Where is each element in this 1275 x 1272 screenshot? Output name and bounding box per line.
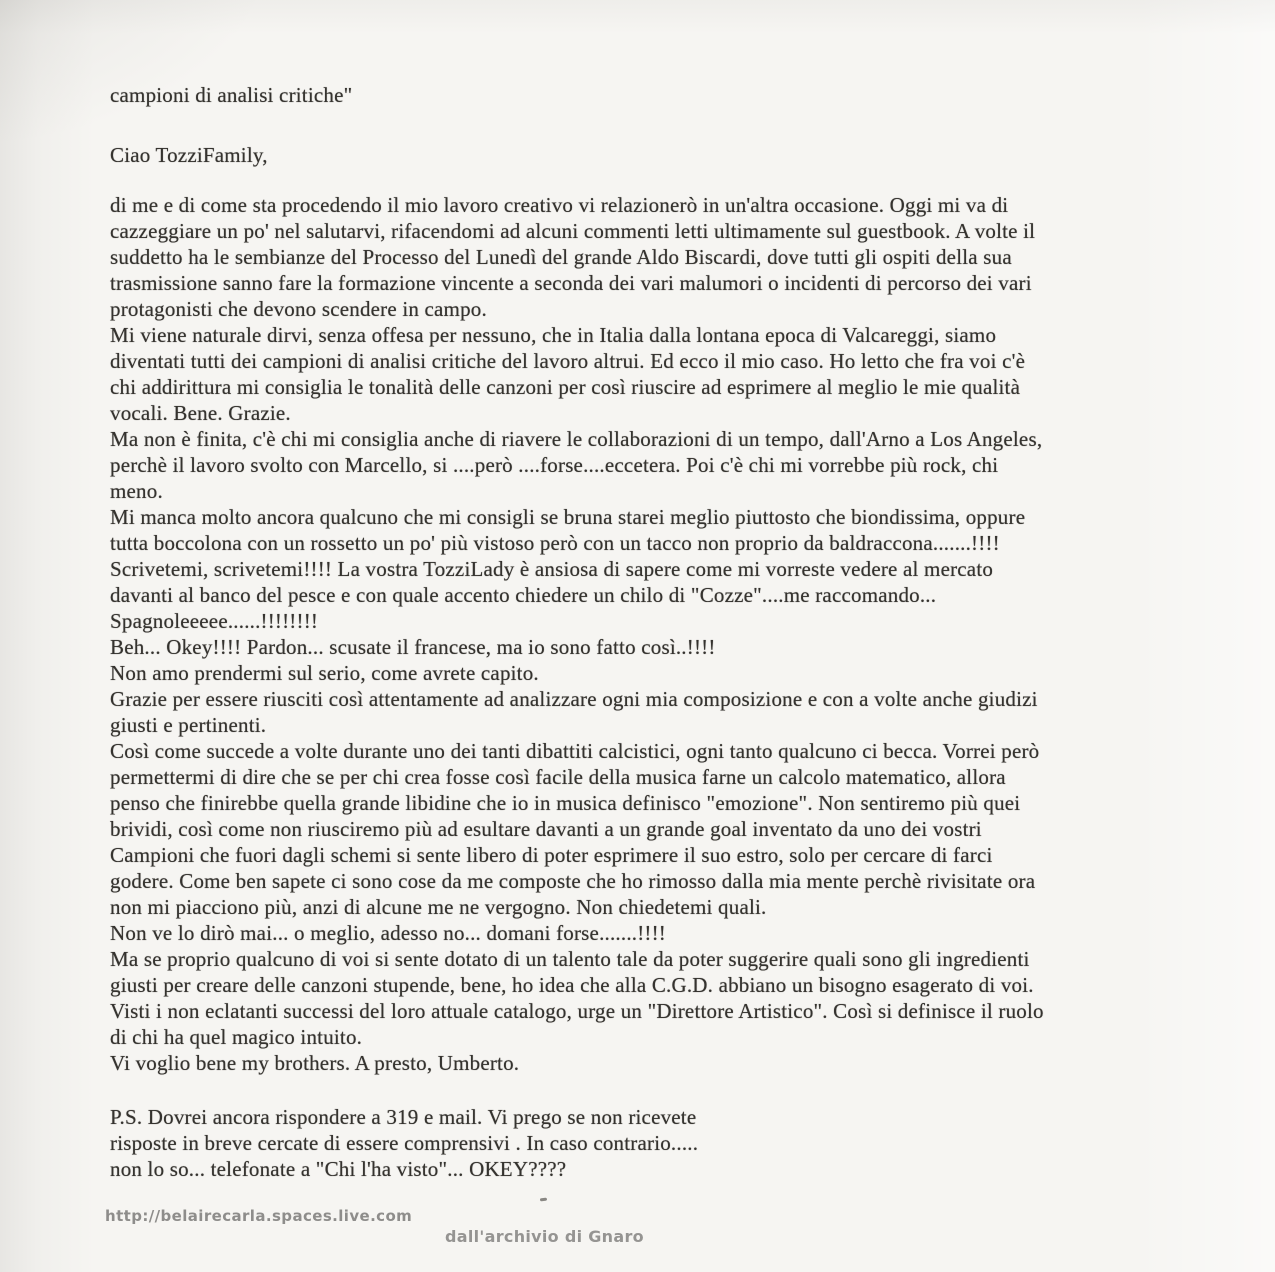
text-line: permettermi di dire che se per chi crea fosse così facile della musica farne un calcolo matematico, allora	[110, 765, 1006, 789]
scan-ink-speck	[540, 1198, 547, 1202]
text-line: davanti al banco del pesce e con quale accento chiedere un chilo di "Cozze"....me raccomando...	[110, 583, 937, 607]
text-line: risposte in breve cercate di essere comprensivi . In caso contrario.....	[110, 1131, 699, 1155]
text-line: di chi ha quel magico intuito.	[110, 1025, 363, 1049]
postscript-paragraph	[110, 1104, 698, 1182]
text-line: Non ve lo dirò mai... o meglio, adesso no... domani forse.......!!!!	[110, 921, 666, 945]
text-line: Scrivetemi, scrivetemi!!!! La vostra TozziLady è ansiosa di sapere come mi vorreste vedere al mercato	[110, 557, 994, 581]
text-line: perchè il lavoro svolto con Marcello, si ....però ....forse....eccetera. Poi c'è chi mi vorrebbe più rock, chi	[110, 453, 999, 477]
text-line: vocali. Bene. Grazie.	[110, 401, 291, 425]
text-line: Ma se proprio qualcuno di voi si sente dotato di un talento tale da poter suggerire quali sono gli ingredienti	[110, 947, 1030, 971]
text-line: Non amo prendermi sul serio, come avrete capito.	[110, 661, 539, 685]
text-line: brividi, così come non riusciremo più ad esultare davanti a un grande goal inventato da uno dei vostri	[110, 817, 982, 841]
text-line: non mi piacciono più, anzi di alcune me ne vergogno. Non chiedetemi quali.	[110, 895, 767, 919]
text-line: campioni di analisi critiche"	[110, 83, 353, 107]
text-line: trasmissione sanno fare la formazione vincente a seconda dei vari malumori o incidenti di percorso dei vari	[110, 271, 1032, 295]
text-line: cazzeggiare un po' nel salutarvi, rifacendomi ad alcuni commenti letti ultimamente sul guestbook. A volte il	[110, 219, 1036, 243]
footer-url-text: http://belairecarla.spaces.live.com	[105, 1207, 413, 1225]
text-line: Ma non è finita, c'è chi mi consiglia anche di riavere le collaborazioni di un tempo, dall'Arno a Los Angeles,	[110, 427, 1043, 451]
letter-body-paragraph	[110, 192, 1044, 1076]
greeting-paragraph	[110, 142, 268, 168]
text-line: protagonisti che devono scendere in campo.	[110, 297, 487, 321]
text-line: tutta boccolona con un rossetto un po' più vistoso però con un tacco non proprio da baldraccona.......!!!!	[110, 531, 1000, 555]
footer-archive-credit: dall'archivio di Gnaro	[445, 1227, 644, 1246]
text-line: di me e di come sta procedendo il mio lavoro creativo vi relazionerò in un'altra occasione. Oggi mi va di	[110, 193, 1009, 217]
text-line: Mi viene naturale dirvi, senza offesa per nessuno, che in Italia dalla lontana epoca di Valcareggi, siamo	[110, 323, 997, 347]
opening-fragment-paragraph	[110, 82, 352, 108]
text-line: Così come succede a volte durante uno dei tanti dibattiti calcistici, ogni tanto qualcuno ci becca. Vorrei però	[110, 739, 1040, 763]
text-line: non lo so... telefonate a "Chi l'ha visto"... OKEY????	[110, 1157, 567, 1181]
text-line: Spagnoleeeee......!!!!!!!!	[110, 609, 319, 633]
text-line: penso che finirebbe quella grande libidine che io in musica definisco "emozione". Non sentiremo più quei	[110, 791, 1021, 815]
text-line: Mi manca molto ancora qualcuno che mi consigli se bruna starei meglio piuttosto che biondissima, oppure	[110, 505, 1026, 529]
text-line: Grazie per essere riusciti così attentamente ad analizzare ogni mia composizione e con a volte anche giudizi	[110, 687, 1038, 711]
text-line: Visti i non eclatanti successi del loro attuale catalogo, urge un "Direttore Artistico". Così si definisce il ruolo	[110, 999, 1044, 1023]
text-line: Ciao TozziFamily,	[110, 143, 268, 167]
text-line: meno.	[110, 479, 163, 503]
text-line: Vi voglio bene my brothers. A presto, Umberto.	[110, 1051, 520, 1075]
text-line: suddetto ha le sembianze del Processo del Lunedì del grande Aldo Biscardi, dove tutti gli ospiti della sua	[110, 245, 1012, 269]
text-line: giusti e pertinenti.	[110, 713, 267, 737]
text-line: Campioni che fuori dagli schemi si sente libero di poter esprimere il suo estro, solo per cercare di farci	[110, 843, 993, 867]
text-line: diventati tutti dei campioni di analisi critiche del lavoro altrui. Ed ecco il mio caso. Ho letto che fra voi c'è	[110, 349, 1026, 373]
text-line: P.S. Dovrei ancora rispondere a 319 e mail. Vi prego se non ricevete	[110, 1105, 697, 1129]
text-line: giusti per creare delle canzoni stupende, bene, ho idea che alla C.G.D. abbiano un bisogno esagerato di voi.	[110, 973, 1034, 997]
text-line: Beh... Okey!!!! Pardon... scusate il francese, ma io sono fatto così..!!!!	[110, 635, 716, 659]
text-line: chi addirittura mi consiglia le tonalità delle canzoni per così riuscire ad esprimere al meglio le mie qualità	[110, 375, 1021, 399]
text-line: godere. Come ben sapete ci sono cose da me composte che ho rimosso dalla mia mente perchè rivisitate ora	[110, 869, 1036, 893]
